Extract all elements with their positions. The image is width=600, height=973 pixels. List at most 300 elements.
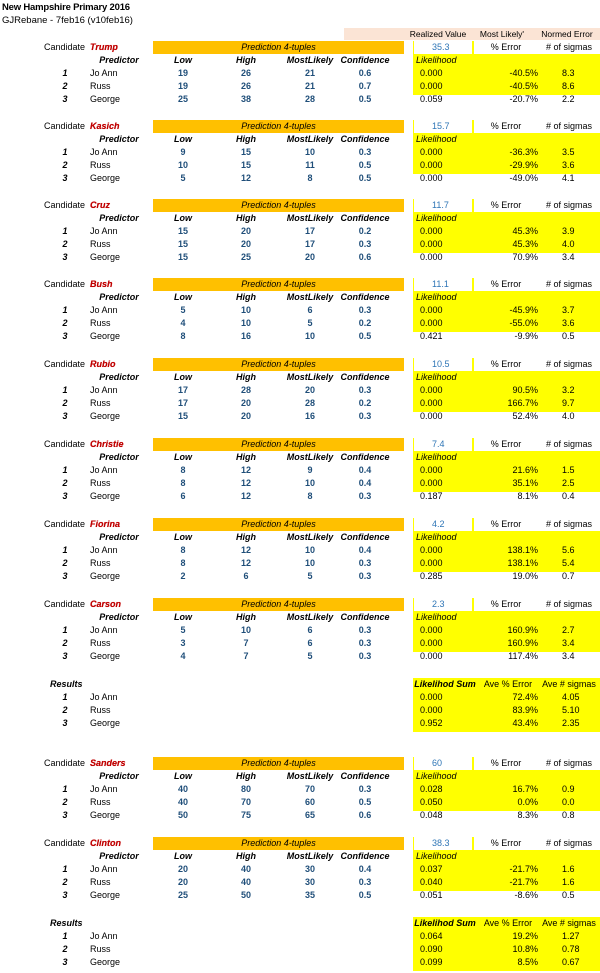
row-number: 3 <box>62 571 68 581</box>
pct-error-value: 160.9% <box>507 625 538 635</box>
low-value: 4 <box>180 318 186 328</box>
sigma-value: 0.5 <box>562 890 575 900</box>
pct-error-value: -49.0% <box>509 173 538 183</box>
row-number: 3 <box>62 331 68 341</box>
confidence-value: 0.4 <box>358 465 372 475</box>
low-value: 8 <box>180 545 186 555</box>
candidate-name: Bush <box>90 279 113 289</box>
pct-error-value: 8.3% <box>517 810 538 820</box>
mostlikely-value: 6 <box>307 625 313 635</box>
predictor-name: Jo Ann <box>90 305 118 315</box>
subheader-high: High <box>236 213 256 223</box>
subheader-mostlikely: MostLikely <box>286 771 334 781</box>
row-number: 2 <box>62 239 68 249</box>
predictor-name: Russ <box>90 398 111 408</box>
low-value: 17 <box>177 398 188 408</box>
likelihood-value: 0.000 <box>420 239 443 249</box>
sigma-value: 0.7 <box>562 571 575 581</box>
likelihood-value: 0.000 <box>420 398 443 408</box>
low-value: 4 <box>180 651 186 661</box>
prediction-header: Prediction 4-tuples <box>153 518 404 531</box>
confidence-value: 0.5 <box>358 173 372 183</box>
pct-error-header: % Error <box>474 358 538 371</box>
row-number: 1 <box>62 545 68 555</box>
sigma-value: 0.5 <box>562 331 575 341</box>
sigmas-header: # of sigmas <box>538 598 600 611</box>
subheader-high: High <box>236 134 256 144</box>
mostlikely-value: 6 <box>307 305 313 315</box>
subheader-high: High <box>236 452 256 462</box>
confidence-value: 0.4 <box>358 864 372 874</box>
high-value: 12 <box>240 558 251 568</box>
likelihood-value: 0.000 <box>420 318 443 328</box>
ave-sigmas: 5.10 <box>562 705 580 715</box>
sigmas-header: # of sigmas <box>538 278 600 291</box>
pct-error-header: % Error <box>474 837 538 850</box>
likelihood-value: 0.000 <box>420 465 443 475</box>
sigma-value: 5.6 <box>562 545 575 555</box>
sigmas-header: # of sigmas <box>538 41 600 54</box>
confidence-value: 0.6 <box>358 810 372 820</box>
subheader-predictor: Predictor <box>99 292 139 302</box>
results-header-error: Ave % Error <box>483 918 533 928</box>
row-number: 3 <box>62 173 68 183</box>
predictor-name: George <box>90 331 121 341</box>
predictor-name: George <box>90 718 121 728</box>
predictor-name: George <box>90 810 121 820</box>
mostlikely-value: 10 <box>304 545 315 555</box>
sigma-value: 3.2 <box>562 385 575 395</box>
predictor-name: Jo Ann <box>90 784 118 794</box>
low-value: 8 <box>180 558 186 568</box>
subheader-likelihood: Likelihood <box>416 771 457 781</box>
sigma-value: 2.5 <box>562 478 575 488</box>
high-value: 26 <box>240 68 251 78</box>
ave-sigmas: 1.27 <box>562 931 580 941</box>
low-value: 15 <box>177 411 188 421</box>
row-number: 1 <box>62 385 68 395</box>
mostlikely-value: 60 <box>304 797 315 807</box>
sigma-value: 3.4 <box>562 252 575 262</box>
high-value: 7 <box>243 651 249 661</box>
low-value: 19 <box>177 81 188 91</box>
candidate-label: Candidate <box>44 359 86 369</box>
likelihood-value: 0.048 <box>420 810 443 820</box>
confidence-value: 0.3 <box>358 305 372 315</box>
pct-error-header: % Error <box>474 757 538 770</box>
candidate-label: Candidate <box>44 42 86 52</box>
low-value: 19 <box>177 68 188 78</box>
pct-error-header: % Error <box>474 120 538 133</box>
subheader-low: Low <box>174 532 192 542</box>
high-value: 10 <box>240 625 251 635</box>
high-value: 40 <box>240 877 251 887</box>
likelihood-value: 0.000 <box>420 81 443 91</box>
sigmas-header: # of sigmas <box>538 438 600 451</box>
high-value: 75 <box>240 810 251 820</box>
subheader-likelihood: Likelihood <box>416 292 457 302</box>
high-value: 70 <box>240 797 251 807</box>
candidate-name: Christie <box>90 439 124 449</box>
likelihood-value: 0.000 <box>420 545 443 555</box>
high-value: 12 <box>240 465 251 475</box>
confidence-value: 0.6 <box>358 252 372 262</box>
high-value: 40 <box>240 864 251 874</box>
subheader-low: Low <box>174 452 192 462</box>
sigma-value: 3.5 <box>562 147 575 157</box>
row-number: 3 <box>62 411 68 421</box>
row-number: 1 <box>62 784 68 794</box>
low-value: 15 <box>177 239 188 249</box>
pct-error-value: -45.9% <box>509 305 538 315</box>
subheader-high: High <box>236 372 256 382</box>
sigma-value: 2.7 <box>562 625 575 635</box>
subheader-mostlikely: MostLikely <box>286 612 334 622</box>
subheader-mostlikely: MostLikely <box>286 532 334 542</box>
subheader-mostlikely: MostLikely <box>286 292 334 302</box>
candidate-label: Candidate <box>44 838 86 848</box>
ave-pct-error: 43.4% <box>512 718 538 728</box>
predictor-name: Russ <box>90 877 111 887</box>
prediction-header: Prediction 4-tuples <box>153 438 404 451</box>
subheader-low: Low <box>174 372 192 382</box>
sigma-value: 4.1 <box>562 173 575 183</box>
subheader-confidence: Confidence <box>340 452 390 462</box>
pct-error-value: -55.0% <box>509 318 538 328</box>
subheader-likelihood: Likelihood <box>416 452 457 462</box>
realized-value: 7.4 <box>414 438 472 451</box>
low-value: 6 <box>180 491 186 501</box>
confidence-value: 0.3 <box>358 625 372 635</box>
low-value: 20 <box>177 877 188 887</box>
low-value: 3 <box>180 638 186 648</box>
pct-error-value: -40.5% <box>509 81 538 91</box>
subheader-high: High <box>236 612 256 622</box>
likelihood-value: 0.050 <box>420 797 443 807</box>
subheader-confidence: Confidence <box>340 851 390 861</box>
subheader-predictor: Predictor <box>99 612 139 622</box>
subheader-low: Low <box>174 771 192 781</box>
confidence-value: 0.5 <box>358 797 372 807</box>
pct-error-header: % Error <box>474 199 538 212</box>
predictor-name: Jo Ann <box>90 625 118 635</box>
low-value: 15 <box>177 252 188 262</box>
confidence-value: 0.5 <box>358 890 372 900</box>
results-header-error: Ave % Error <box>483 679 533 689</box>
mostlikely-value: 28 <box>304 398 315 408</box>
row-number: 2 <box>62 638 68 648</box>
row-number: 2 <box>62 558 68 568</box>
subheader-confidence: Confidence <box>340 771 390 781</box>
mostlikely-value: 17 <box>304 239 315 249</box>
predictor-name: George <box>90 491 121 501</box>
sigma-value: 9.7 <box>562 398 575 408</box>
predictor-name: Russ <box>90 944 111 954</box>
mostlikely-value: 21 <box>304 68 315 78</box>
confidence-value: 0.2 <box>358 398 372 408</box>
predictor-name: Jo Ann <box>90 147 118 157</box>
mostlikely-value: 20 <box>304 385 315 395</box>
pct-error-header: % Error <box>474 41 538 54</box>
likelihood-value: 0.037 <box>420 864 443 874</box>
predictor-name: Jo Ann <box>90 465 118 475</box>
high-value: 15 <box>240 147 251 157</box>
pct-error-value: -21.7% <box>509 864 538 874</box>
high-value: 80 <box>240 784 251 794</box>
sigma-value: 8.6 <box>562 81 575 91</box>
mostlikely-value: 28 <box>304 94 315 104</box>
high-value: 20 <box>240 411 251 421</box>
predictor-name: George <box>90 411 121 421</box>
low-value: 15 <box>177 226 188 236</box>
realized-value: 11.1 <box>414 278 472 291</box>
likelihood-value: 0.000 <box>420 478 443 488</box>
predictor-name: George <box>90 957 121 967</box>
predictor-name: Jo Ann <box>90 692 118 702</box>
likelihood-sum: 0.952 <box>420 718 443 728</box>
likelihood-sum: 0.000 <box>420 705 443 715</box>
row-number: 2 <box>62 160 68 170</box>
low-value: 5 <box>180 625 186 635</box>
predictor-name: Jo Ann <box>90 385 118 395</box>
subheader-likelihood: Likelihood <box>416 372 457 382</box>
sigmas-header: # of sigmas <box>538 358 600 371</box>
mostlikely-value: 11 <box>305 160 315 170</box>
pct-error-value: 166.7% <box>507 398 538 408</box>
subheader-mostlikely: MostLikely <box>286 851 334 861</box>
pct-error-value: -21.7% <box>509 877 538 887</box>
likelihood-value: 0.040 <box>420 877 443 887</box>
sigma-value: 3.6 <box>562 160 575 170</box>
high-value: 10 <box>240 318 251 328</box>
row-number: 3 <box>62 252 68 262</box>
confidence-value: 0.3 <box>358 411 372 421</box>
predictor-name: George <box>90 890 121 900</box>
ave-pct-error: 83.9% <box>512 705 538 715</box>
ave-sigmas: 0.78 <box>562 944 580 954</box>
predictor-name: Jo Ann <box>90 931 118 941</box>
pct-error-value: 138.1% <box>507 545 538 555</box>
row-number: 1 <box>62 147 68 157</box>
confidence-value: 0.5 <box>358 160 372 170</box>
row-number: 2 <box>62 81 68 91</box>
confidence-value: 0.7 <box>358 81 372 91</box>
high-value: 25 <box>240 252 251 262</box>
row-number: 1 <box>62 465 68 475</box>
subheader-predictor: Predictor <box>99 55 139 65</box>
row-number: 2 <box>62 478 68 488</box>
confidence-value: 0.4 <box>358 478 372 488</box>
results-header-sum: Likelihod Sum <box>414 679 476 689</box>
mostlikely-value: 5 <box>307 571 313 581</box>
prediction-header: Prediction 4-tuples <box>153 199 404 212</box>
candidate-label: Candidate <box>44 758 86 768</box>
pct-error-value: 16.7% <box>512 784 538 794</box>
row-number: 2 <box>62 797 68 807</box>
mostlikely-value: 5 <box>307 318 313 328</box>
subheader-predictor: Predictor <box>99 134 139 144</box>
prediction-header: Prediction 4-tuples <box>153 41 404 54</box>
realized-value: 15.7 <box>414 120 472 133</box>
predictor-name: Jo Ann <box>90 864 118 874</box>
mostlikely-value: 20 <box>304 252 315 262</box>
confidence-value: 0.6 <box>358 68 372 78</box>
high-value: 20 <box>240 226 251 236</box>
subheader-confidence: Confidence <box>340 532 390 542</box>
row-number: 3 <box>62 651 68 661</box>
candidate-name: Trump <box>90 42 118 52</box>
prediction-header: Prediction 4-tuples <box>153 120 404 133</box>
low-value: 50 <box>177 810 188 820</box>
likelihood-value: 0.187 <box>420 491 443 501</box>
pct-error-header: % Error <box>474 518 538 531</box>
candidate-name: Clinton <box>90 838 121 848</box>
ave-sigmas: 0.67 <box>562 957 580 967</box>
predictor-name: Russ <box>90 705 111 715</box>
subheader-high: High <box>236 55 256 65</box>
subheader-predictor: Predictor <box>99 372 139 382</box>
mostlikely-value: 70 <box>304 784 315 794</box>
mostlikely-value: 10 <box>304 558 315 568</box>
ave-pct-error: 8.5% <box>517 957 538 967</box>
high-value: 28 <box>240 385 251 395</box>
likelihood-value: 0.000 <box>420 558 443 568</box>
confidence-value: 0.4 <box>358 545 372 555</box>
mostlikely-value: 8 <box>307 173 313 183</box>
sigma-value: 0.4 <box>562 491 575 501</box>
col-header-normed-error: Normed Error <box>541 29 593 39</box>
pct-error-value: 70.9% <box>512 252 538 262</box>
confidence-value: 0.3 <box>358 877 372 887</box>
low-value: 8 <box>180 465 186 475</box>
sigma-value: 8.3 <box>562 68 575 78</box>
sigma-value: 4.0 <box>562 411 575 421</box>
high-value: 20 <box>240 239 251 249</box>
likelihood-value: 0.285 <box>420 571 443 581</box>
high-value: 16 <box>240 331 251 341</box>
sigma-value: 0.9 <box>562 784 575 794</box>
mostlikely-value: 10 <box>304 478 315 488</box>
predictor-name: Russ <box>90 797 111 807</box>
sigma-value: 3.4 <box>562 638 575 648</box>
likelihood-value: 0.000 <box>420 160 443 170</box>
subheader-predictor: Predictor <box>99 771 139 781</box>
row-number: 2 <box>62 705 68 715</box>
realized-value: 38.3 <box>414 837 472 850</box>
row-number: 2 <box>62 398 68 408</box>
row-number: 1 <box>62 931 68 941</box>
subheader-likelihood: Likelihood <box>416 55 457 65</box>
likelihood-value: 0.059 <box>420 94 443 104</box>
col-header-realized: Realized Value <box>409 29 467 39</box>
prediction-header: Prediction 4-tuples <box>153 837 404 850</box>
sigma-value: 3.7 <box>562 305 575 315</box>
pct-error-value: -36.3% <box>509 147 538 157</box>
sigma-value: 3.4 <box>562 651 575 661</box>
realized-value: 10.5 <box>414 358 472 371</box>
sigma-value: 5.4 <box>562 558 575 568</box>
row-number: 3 <box>62 94 68 104</box>
subheader-high: High <box>236 292 256 302</box>
likelihood-value: 0.000 <box>420 147 443 157</box>
results-header-sum: Likelihod Sum <box>414 918 476 928</box>
confidence-value: 0.5 <box>358 331 372 341</box>
sigma-value: 1.6 <box>562 877 575 887</box>
mostlikely-value: 16 <box>304 411 315 421</box>
subheader-mostlikely: MostLikely <box>286 213 334 223</box>
pct-error-value: 19.0% <box>512 571 538 581</box>
row-number: 1 <box>62 625 68 635</box>
sigmas-header: # of sigmas <box>538 757 600 770</box>
likelihood-value: 0.051 <box>420 890 443 900</box>
sigma-value: 1.5 <box>562 465 575 475</box>
pct-error-value: 45.3% <box>512 239 538 249</box>
subheader-low: Low <box>174 851 192 861</box>
sigma-value: 2.2 <box>562 94 575 104</box>
candidate-label: Candidate <box>44 519 86 529</box>
confidence-value: 0.3 <box>358 147 372 157</box>
likelihood-value: 0.000 <box>420 651 443 661</box>
high-value: 38 <box>240 94 251 104</box>
confidence-value: 0.3 <box>358 784 372 794</box>
sigmas-header: # of sigmas <box>538 120 600 133</box>
col-header-most-likely: Most Likely' <box>479 29 525 39</box>
ave-sigmas: 4.05 <box>562 692 580 702</box>
ave-pct-error: 72.4% <box>512 692 538 702</box>
subheader-predictor: Predictor <box>99 452 139 462</box>
subheader-predictor: Predictor <box>99 851 139 861</box>
sigma-value: 0.8 <box>562 810 575 820</box>
subheader-likelihood: Likelihood <box>416 134 457 144</box>
confidence-value: 0.3 <box>358 558 372 568</box>
subheader-predictor: Predictor <box>99 532 139 542</box>
subheader-confidence: Confidence <box>340 55 390 65</box>
mostlikely-value: 5 <box>307 651 313 661</box>
mostlikely-value: 10 <box>304 331 315 341</box>
high-value: 12 <box>240 491 251 501</box>
likelihood-value: 0.000 <box>420 385 443 395</box>
predictor-name: George <box>90 571 121 581</box>
mostlikely-value: 10 <box>304 147 315 157</box>
likelihood-value: 0.000 <box>420 305 443 315</box>
high-value: 12 <box>240 173 251 183</box>
subheader-confidence: Confidence <box>340 372 390 382</box>
subheader-confidence: Confidence <box>340 213 390 223</box>
sheet-title: New Hampshire Primary 2016 <box>2 2 130 13</box>
subheader-likelihood: Likelihood <box>416 851 457 861</box>
pct-error-value: -9.9% <box>514 331 538 341</box>
pct-error-value: -8.6% <box>514 890 538 900</box>
likelihood-value: 0.000 <box>420 411 443 421</box>
likelihood-sum: 0.064 <box>420 931 443 941</box>
mostlikely-value: 6 <box>307 638 313 648</box>
subheader-high: High <box>236 851 256 861</box>
subheader-confidence: Confidence <box>340 292 390 302</box>
subheader-predictor: Predictor <box>99 213 139 223</box>
confidence-value: 0.3 <box>358 239 372 249</box>
low-value: 5 <box>180 305 186 315</box>
pct-error-value: 117.4% <box>508 651 538 661</box>
high-value: 12 <box>240 478 251 488</box>
sigmas-header: # of sigmas <box>538 837 600 850</box>
row-number: 1 <box>62 68 68 78</box>
row-number: 2 <box>62 318 68 328</box>
low-value: 2 <box>180 571 186 581</box>
predictor-name: Russ <box>90 318 111 328</box>
pct-error-value: -40.5% <box>509 68 538 78</box>
results-header-sigmas: Ave # sigmas <box>542 918 596 928</box>
high-value: 26 <box>240 81 251 91</box>
